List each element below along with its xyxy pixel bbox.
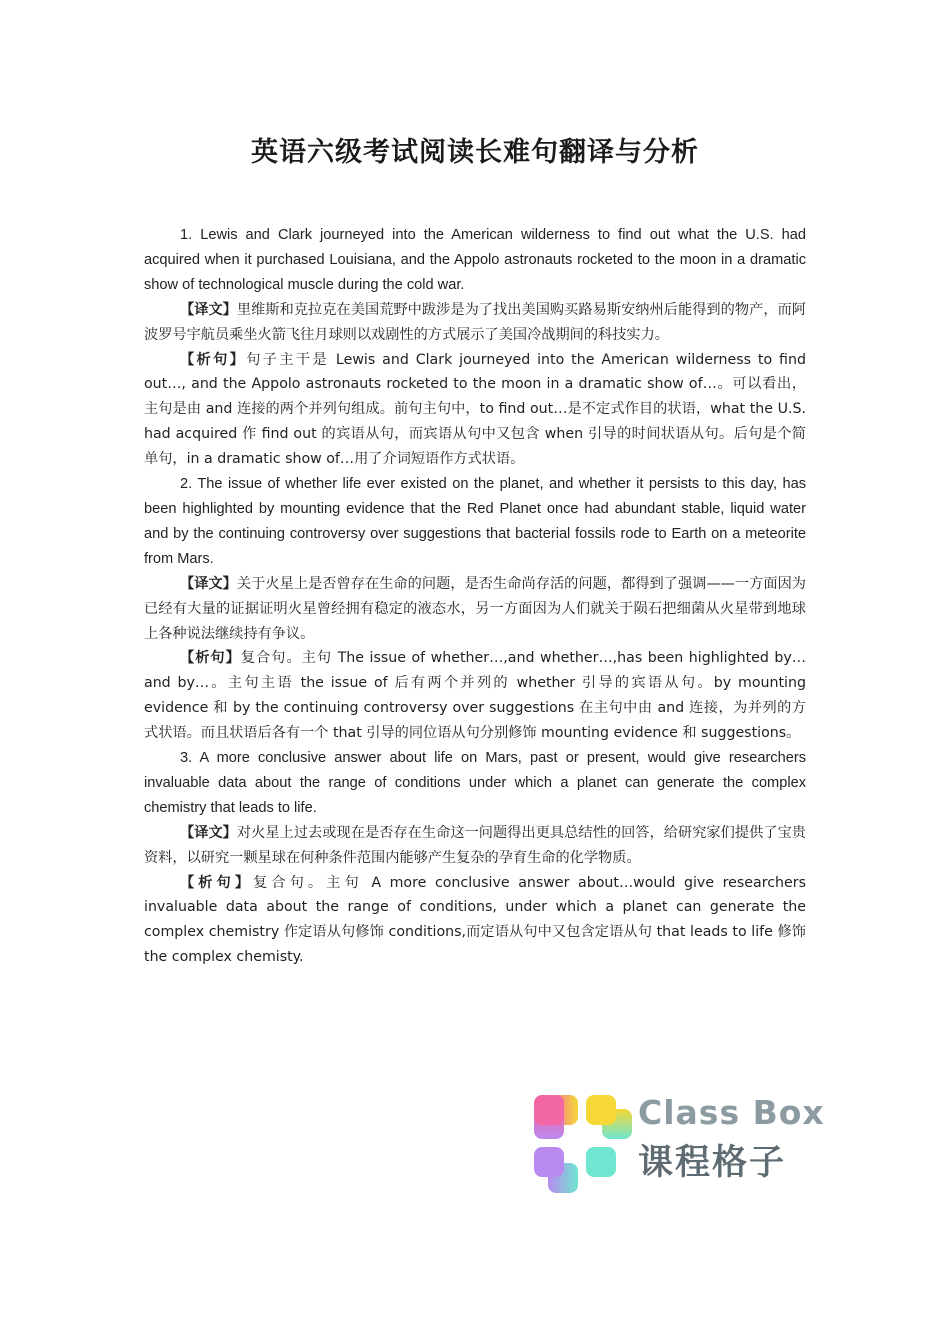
logo-corner-mint [586,1147,616,1177]
translation-tag: 【译文】 [180,575,237,592]
analysis-tag: 【析句】 [180,650,241,667]
classbox-logo [534,1093,825,1183]
translation-tag: 【译文】 [180,301,237,318]
translation-text: 对火星上过去或现在是否存在生命这一问题得出更具总结性的回答，给研究家们提供了宝贵资料，以研究一颗星球在何种条件范围内能够产生复杂的孕育生命的化学物质。 [144,824,806,866]
translation-1 [144,298,806,348]
analysis-3 [144,871,806,971]
sentence-2: 2. The issue of whether life ever existed on the planet, and whether it persists to this day, has been highlighted by mounting evidence that the Red Planet once had abundant stable, liquid water and by the continuing controversy over suggestions that bacterial fossils rode to Earth on a meteorite from Mars. [144,476,806,567]
logo-corner-purple [534,1147,564,1177]
analysis-2 [144,646,806,746]
translation-text: 关于火星上是否曾存在生命的问题，是否生命尚存活的问题，都得到了强调——一方面因为已经有大量的证据证明火星曾经拥有稳定的液态水，另一方面因为人们就关于陨石把细菌从火星带到地球上各种说法继续持有争议。 [144,575,806,642]
analysis-1 [144,348,806,473]
analysis-tag: 【析句】 [180,351,247,368]
logo-text-cn: 课程格子 [638,1143,787,1183]
sentence-3: 3. A more conclusive answer about life on Mars, past or present, would give researchers invaluable data about the range of conditions under which a planet can generate the complex chemistry that leads to life. [144,750,806,816]
logo-corner-pink [534,1095,564,1125]
logo-corner-yellow [586,1095,616,1125]
translation-2 [144,572,806,647]
analysis-tag: 【析句】 [180,874,254,891]
analysis-text: 复合句。主句 A more conclusive answer about…would give researchers invaluable data about the range of conditions, under which a planet can generate the complex chemistry 作定语从句修饰 conditions,而定语从句中又包含定语从句 that leads to life 修饰 the complex chemisty. [144,874,806,966]
page-title: 英语六级考试阅读长难句翻译与分析 [251,137,699,168]
classbox-logo-icon [534,1095,616,1177]
analysis-text: 句子主干是 Lewis and Clark journeyed into the American wilderness to find out…, and the Appolo astronauts rocketed to the moon in a dramatic show of…。可以看出，主句是由 and 连接的两个并列句组成。前句主句中，to find out…是不定式作目的状语，what the U.S. had acquired 作 find out 的宾语从句，而宾语从句中又包含 when 引导的时间状语从句。后句是个简单句，in a dramatic show of…用了介词短语作方式状语。 [144,351,806,468]
translation-tag: 【译文】 [180,824,237,841]
logo-text-en: Class Box [638,1093,825,1132]
translation-3 [144,821,806,871]
document-body [144,223,806,970]
sentence-1: 1. Lewis and Clark journeyed into the American wilderness to find out what the U.S. had acquired when it purchased Louisiana, and the Appolo astronauts rocketed to the moon in a dramatic show of technological muscle during the cold war. [144,227,806,293]
analysis-text: 复合句。主句 The issue of whether…,and whether…,has been highlighted by…and by…。主句主语 the issue of 后有两个并列的 whether 引导的宾语从句。by mounting evidence 和 by the continuing controversy over suggestions 在主句中由 and 连接，为并列的方式状语。而且状语后各有一个 that 引导的同位语从句分别修饰 mounting evidence 和 suggestions。 [144,650,806,742]
translation-text: 里维斯和克拉克在美国荒野中跋涉是为了找出美国购买路易斯安纳州后能得到的物产，而阿波罗号宇航员乘坐火箭飞往月球则以戏剧性的方式展示了美国冷战期间的科技实力。 [144,301,806,343]
